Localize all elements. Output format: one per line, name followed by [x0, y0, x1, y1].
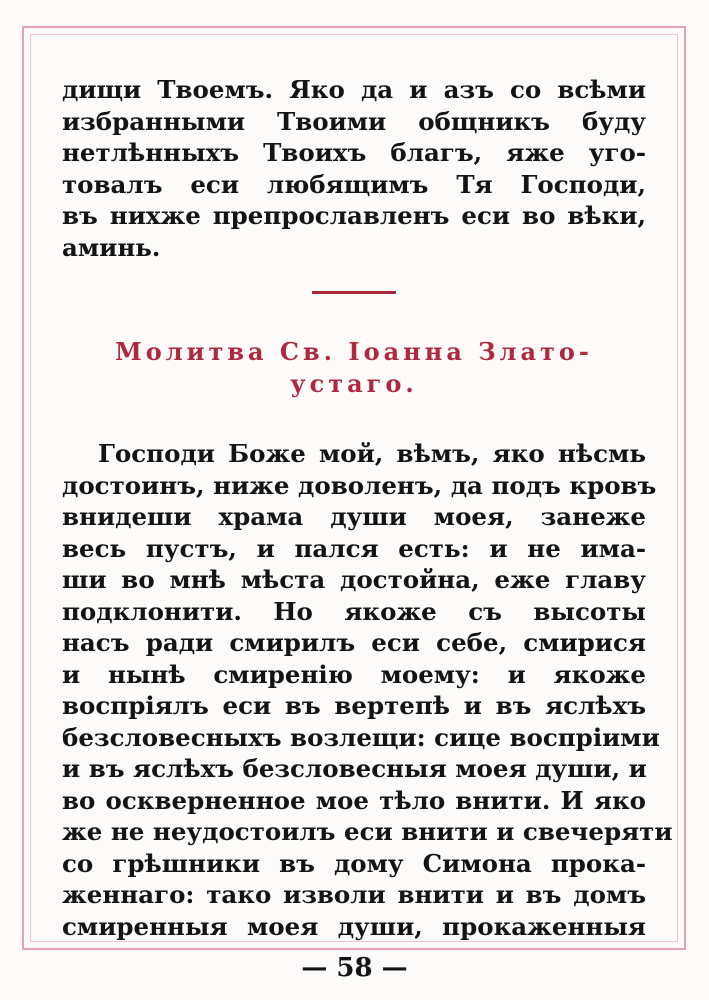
text-line: со грѣшники въ дому Симона прока-	[62, 848, 646, 878]
page-number: — 58 —	[301, 953, 408, 983]
prayer-body	[62, 438, 673, 942]
text-line: внидеши храма души моея, занеже	[62, 502, 646, 531]
text-line: смиренныя моея души, прокаженныя	[62, 911, 646, 941]
text-line: воспріялъ еси въ вертепѣ и въ яслѣхъ	[62, 691, 646, 720]
text-line: женнаго: тако изволи внити и въ домъ	[62, 880, 646, 909]
prayer-title	[62, 336, 646, 400]
text-line: избранными Твоими общникъ буду	[62, 106, 646, 136]
title-line: Молитва Св. Іоанна Злато-	[115, 337, 593, 366]
text-line: насъ ради смирилъ еси себе, смирися	[62, 628, 646, 657]
text-line: подклонити. Но якоже съ высоты	[62, 596, 646, 626]
text-line: весь пустъ, и пался есть: и не има-	[62, 533, 646, 563]
text-line: же не неудостоилъ еси внити и свечеряти	[62, 817, 673, 846]
text-line: во оскверненное мое тѣло внити. И яко	[62, 785, 646, 815]
top-paragraph	[62, 74, 646, 263]
text-line: и нынѣ смиренію моему: и якоже	[62, 659, 646, 689]
text-line: безсловесныхъ возлещи: сице воспріими	[62, 722, 660, 752]
text-line: ши во мнѣ мѣста достойна, еже главу	[62, 565, 646, 594]
text-line: въ нихже препрославленъ еси во вѣки,	[62, 201, 646, 230]
section-divider	[312, 291, 396, 294]
text-line: Господи Боже мой, вѣмъ, яко нѣсмь	[98, 439, 646, 468]
text-line: и въ яслѣхъ безсловесныя моея души, и	[62, 754, 647, 783]
text-line: нетлѣнныхъ Твоихъ благъ, яже уго-	[62, 138, 646, 167]
text-line: аминь.	[62, 232, 161, 262]
page-content	[62, 74, 673, 942]
text-line: достоинъ, ниже доволенъ, да подъ кровъ	[62, 470, 657, 500]
text-line: дищи Твоемъ. Яко да и азъ со всѣми	[62, 75, 646, 104]
text-line: товалъ еси любящимъ Тя Господи,	[62, 169, 646, 199]
title-line: устаго.	[290, 369, 418, 398]
